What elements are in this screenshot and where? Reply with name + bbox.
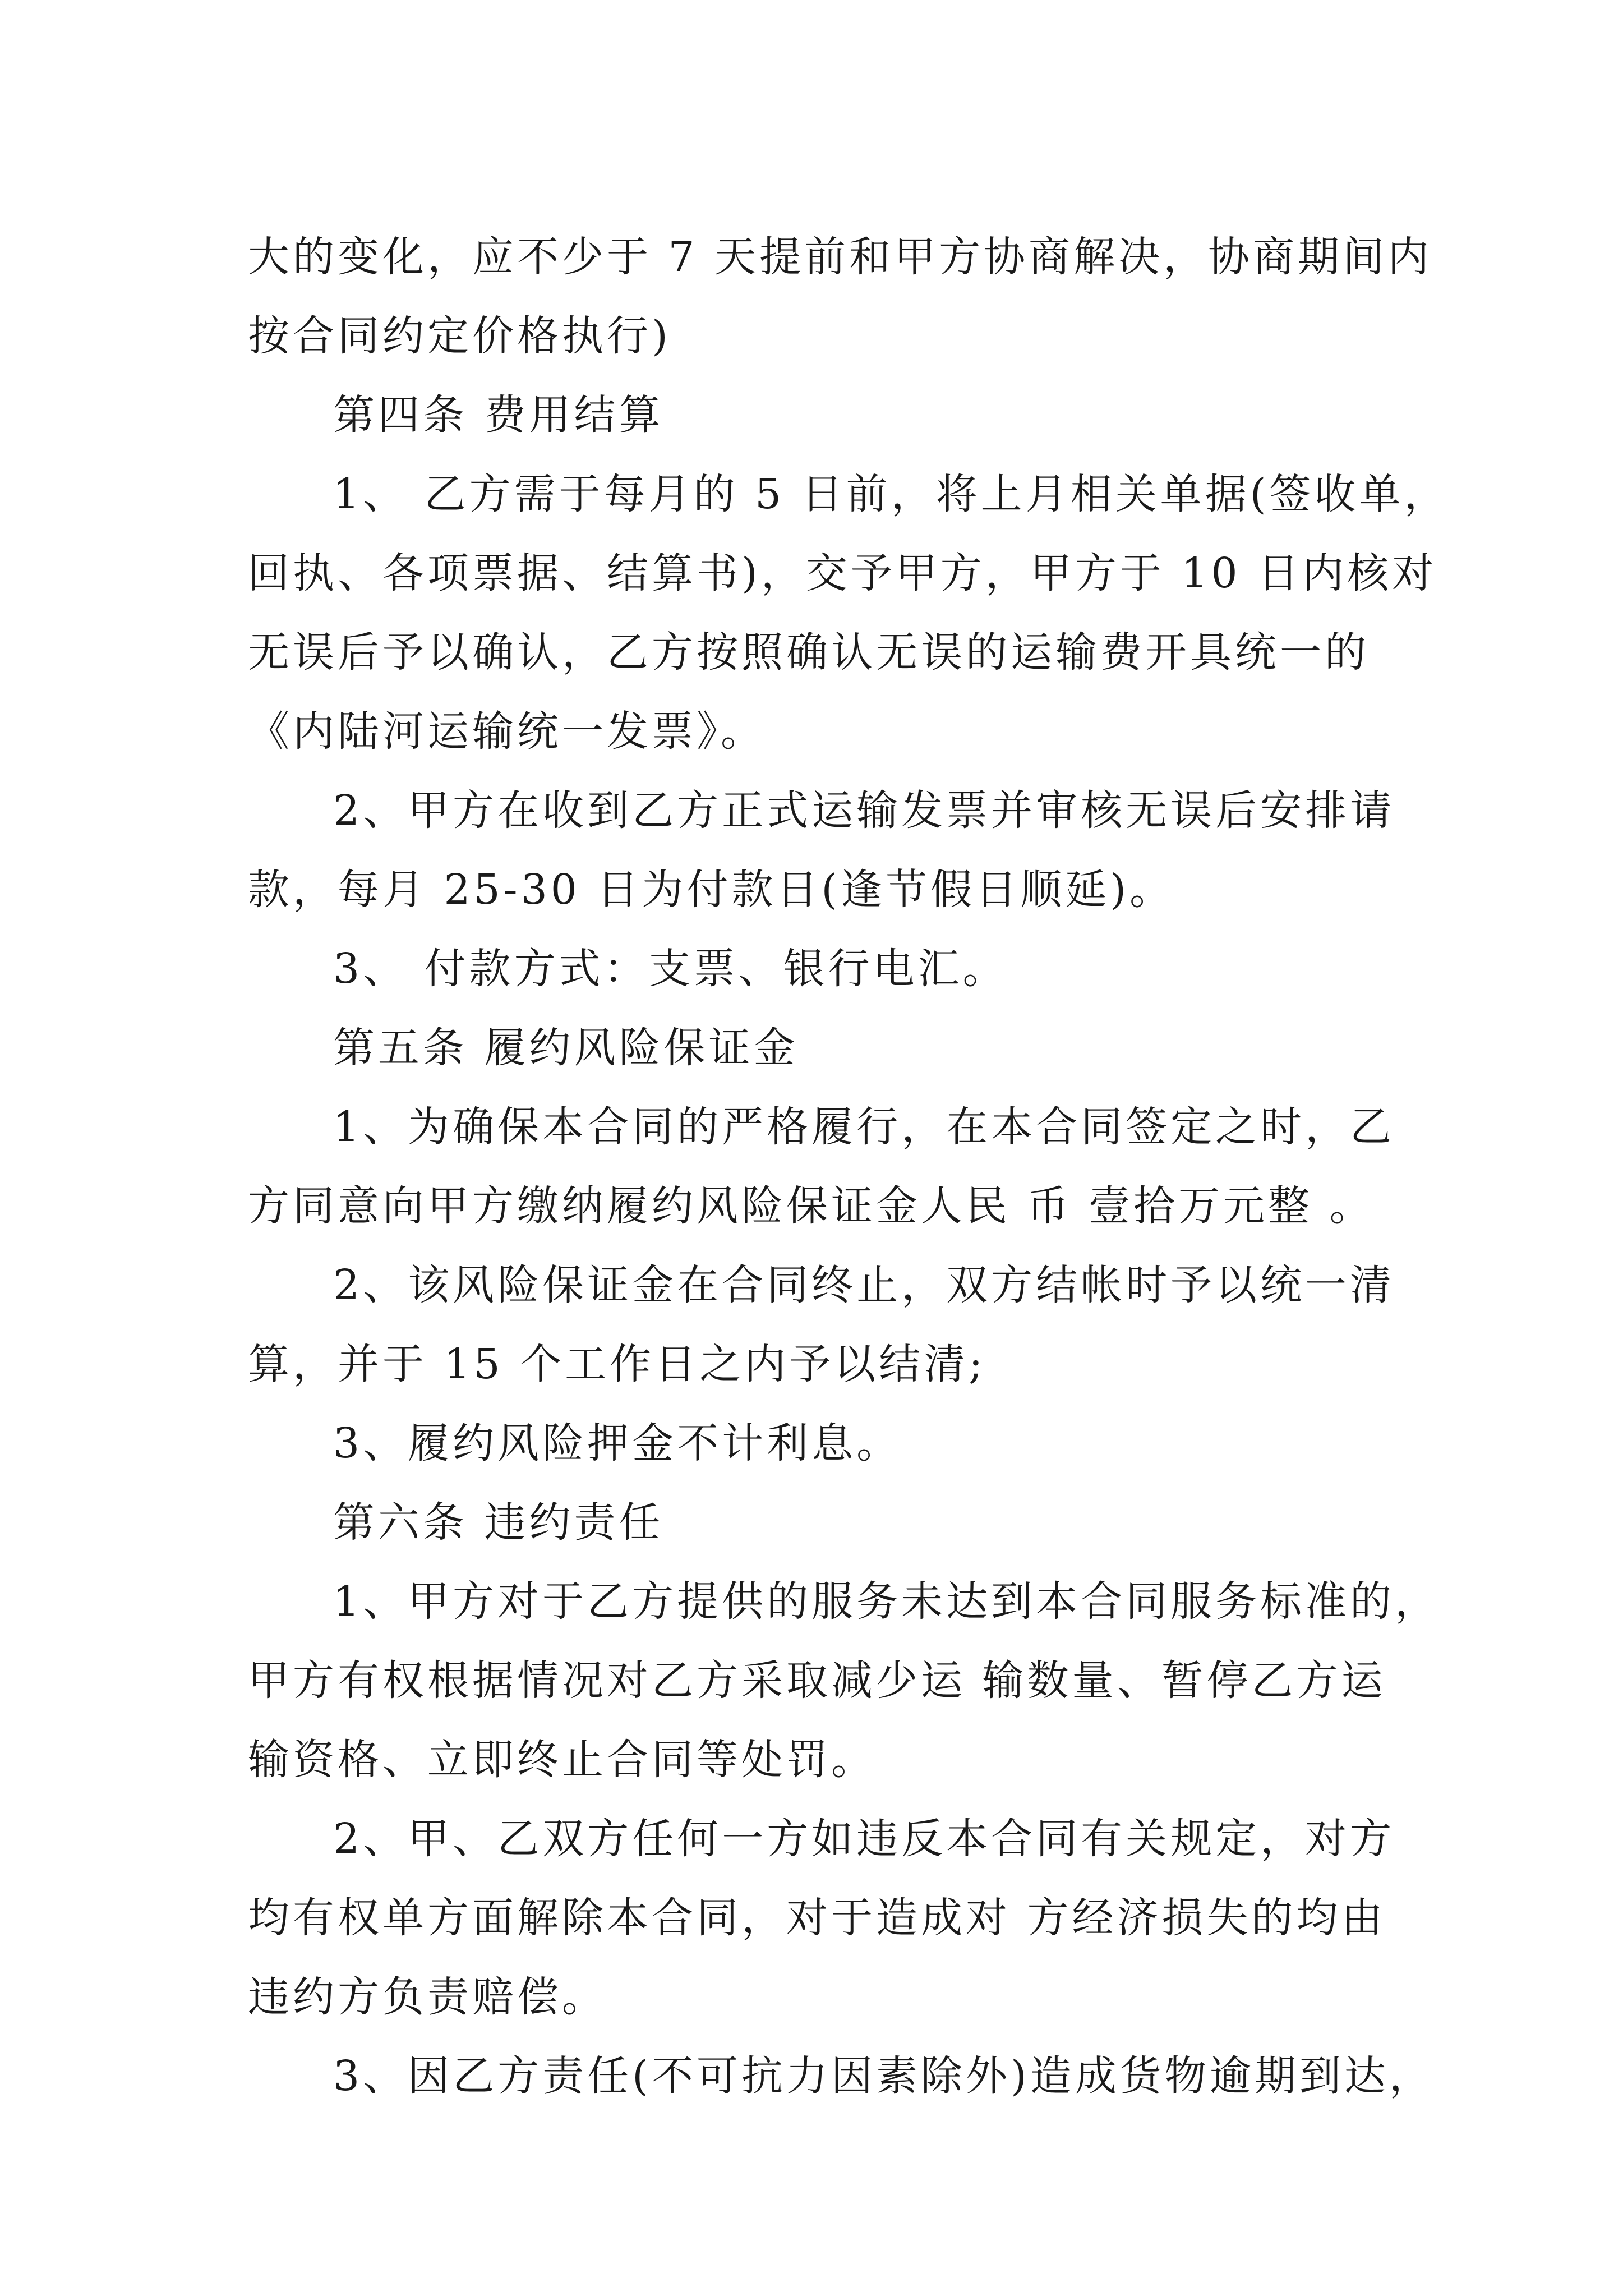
text-line: 2、该风险保证金在合同终止，双方结帐时予以统一清 <box>333 1261 1395 1309</box>
text-line: 1、 乙方需于每月的 5 日前，将上月相关单据(签收单， <box>333 470 1449 518</box>
section-heading-article-4: 第四条 费用结算 <box>333 391 664 439</box>
text-line: 2、甲方在收到乙方正式运输发票并审核无误后安排请 <box>333 786 1395 835</box>
text-line: 款，每月 25-30 日为付款日(逢节假日顺延)。 <box>248 866 1175 914</box>
text-line: 方同意向甲方缴纳履约风险保证金人民 币 壹拾万元整 。 <box>248 1182 1375 1230</box>
section-heading-article-6: 第六条 违约责任 <box>333 1498 664 1547</box>
text-line: 均有权单方面解除本合同，对于造成对 方经济损失的均由 <box>248 1894 1386 1942</box>
text-line: 3、履约风险押金不计利息。 <box>333 1419 902 1467</box>
text-line: 无误后予以确认，乙方按照确认无误的运输费开具统一的 <box>248 628 1370 677</box>
text-line: 甲方有权根据情况对乙方采取减少运 输数量、暂停乙方运 <box>248 1657 1386 1705</box>
section-heading-article-5: 第五条 履约风险保证金 <box>333 1024 799 1072</box>
text-line: 3、因乙方责任(不可抗力因素除外)造成货物逾期到达， <box>333 2052 1434 2100</box>
text-line: 1、甲方对于乙方提供的服务未达到本合同服务标准的， <box>333 1577 1440 1626</box>
text-line: 大的变化，应不少于 7 天提前和甲方协商解决，协商期间内 <box>248 233 1433 281</box>
text-line: 1、为确保本合同的严格履行，在本合同签定之时，乙 <box>333 1103 1395 1151</box>
text-line: 按合同约定价格执行) <box>248 312 671 360</box>
contract-text-body <box>248 218 1449 2116</box>
text-line: 2、甲、乙双方任何一方如违反本合同有关规定，对方 <box>333 1815 1395 1863</box>
text-line: 算，并于 15 个工作日之内予以结清; <box>248 1340 986 1388</box>
text-line: 输资格、立即终止合同等处罚。 <box>248 1736 876 1784</box>
text-line: 违约方负责赔偿。 <box>248 1973 607 2021</box>
text-line: 回执、各项票据、结算书)，交予甲方，甲方于 10 日内核对 <box>248 549 1437 597</box>
text-line: 3、 付款方式：支票、银行电汇。 <box>333 945 1008 993</box>
text-line: 《内陆河运输统一发票》。 <box>248 707 766 756</box>
